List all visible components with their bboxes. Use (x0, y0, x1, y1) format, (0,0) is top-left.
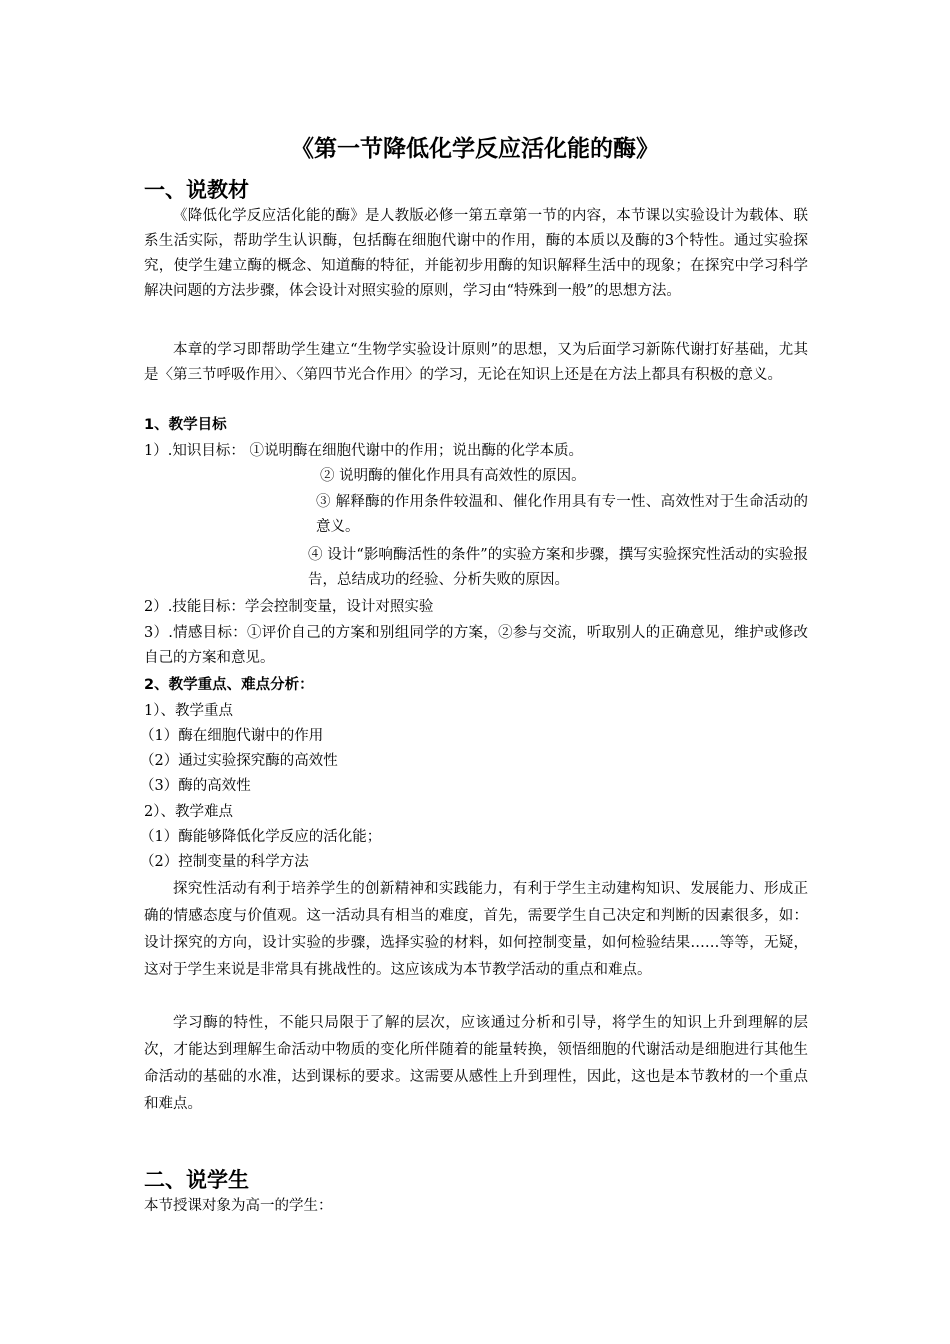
goal-emotion: 3）.情感目标：①评价自己的方案和别组同学的方案，②参与交流，听取别人的正确意见，维护或修改自己的方案和意见。 (144, 625, 808, 666)
difficulty-item: （1）酶能够降低化学反应的活化能； (140, 829, 382, 845)
difficulty-item: （2）控制变量的科学方法 (140, 854, 309, 870)
paragraph-chapter: 本章的学习即帮助学生建立“生物学实验设计原则”的思想，又为后面学习新陈代谢打好基础，尤其是〈第三节呼吸作用〉、〈第四节光合作用〉的学习，无论在知识上还是在方法上都具有积极的意义。 (144, 342, 808, 383)
paragraph-students-intro: 本节授课对象为高一的学生： (144, 1198, 333, 1214)
goal-skill: 2）.技能目标：学会控制变量，设计对照实验 (144, 599, 434, 615)
goal-knowledge-4: ④ 设计“影响酶活性的条件”的实验方案和步骤，撰写实验探究性活动的实验报告，总结成功的经验、分析失败的原因。 (308, 547, 808, 588)
goal-knowledge-3: ③ 解释酶的作用条件较温和、催化作用具有专一性、高效性对于生命活动的意义。 (316, 494, 808, 535)
subheading-teaching-goals: 1、教学目标 (144, 417, 227, 433)
document-title: 《第一节降低化学反应活化能的酶》 (291, 136, 659, 162)
focus-title: 1）、教学重点 (144, 703, 233, 719)
section-heading-students: 二、说学生 (144, 1168, 249, 1192)
focus-item: （1）酶在细胞代谢中的作用 (140, 728, 324, 744)
paragraph-inquiry: 探究性活动有利于培养学生的创新精神和实践能力，有利于学生主动建构知识、发展能力、形成正确的情感态度与价值观。这一活动具有相当的难度，首先，需要学生自己决定和判断的因素很多，如：设计探究的方向，设计实验的步骤，选择实验的材料，如何控制变量，如何检验结果……等等，无疑，这对于学生来说是非常具有挑战性的。这应该成为本节教学活动的重点和难点。 (144, 881, 808, 978)
subheading-key-points: 2、教学重点、难点分析： (144, 677, 314, 693)
paragraph-intro: 《降低化学反应活化能的酶》是人教版必修一第五章第一节的内容，本节课以实验设计为载体、联系生活实际，帮助学生认识酶，包括酶在细胞代谢中的作用，酶的本质以及酶的3个特性。通过实验探究，使学生建立酶的概念、知道酶的特征，并能初步用酶的知识解释生活中的现象；在探究中学习科学解决问题的方法步骤，体会设计对照实验的原则，学习由“特殊到一般”的思想方法。 (144, 208, 808, 299)
difficulty-title: 2）、教学难点 (144, 804, 233, 820)
goal-knowledge-1: 1）.知识目标： ①说明酶在细胞代谢中的作用；说出酶的化学本质。 (144, 443, 583, 459)
paragraph-enzyme-properties: 学习酶的特性，不能只局限于了解的层次，应该通过分析和引导，将学生的知识上升到理解的层次，才能达到理解生命活动中物质的变化所伴随着的能量转换，领悟细胞的代谢活动是细胞进行其他生命活动的基础的水准，达到课标的要求。这需要从感性上升到理性，因此，这也是本节教材的一个重点和难点。 (144, 1015, 808, 1112)
focus-item: （2）通过实验探究酶的高效性 (140, 753, 338, 769)
goal-knowledge-2: ② 说明酶的催化作用具有高效性的原因。 (320, 468, 586, 484)
section-heading-textbook: 一、说教材 (144, 178, 249, 202)
focus-item: （3）酶的高效性 (140, 778, 251, 794)
